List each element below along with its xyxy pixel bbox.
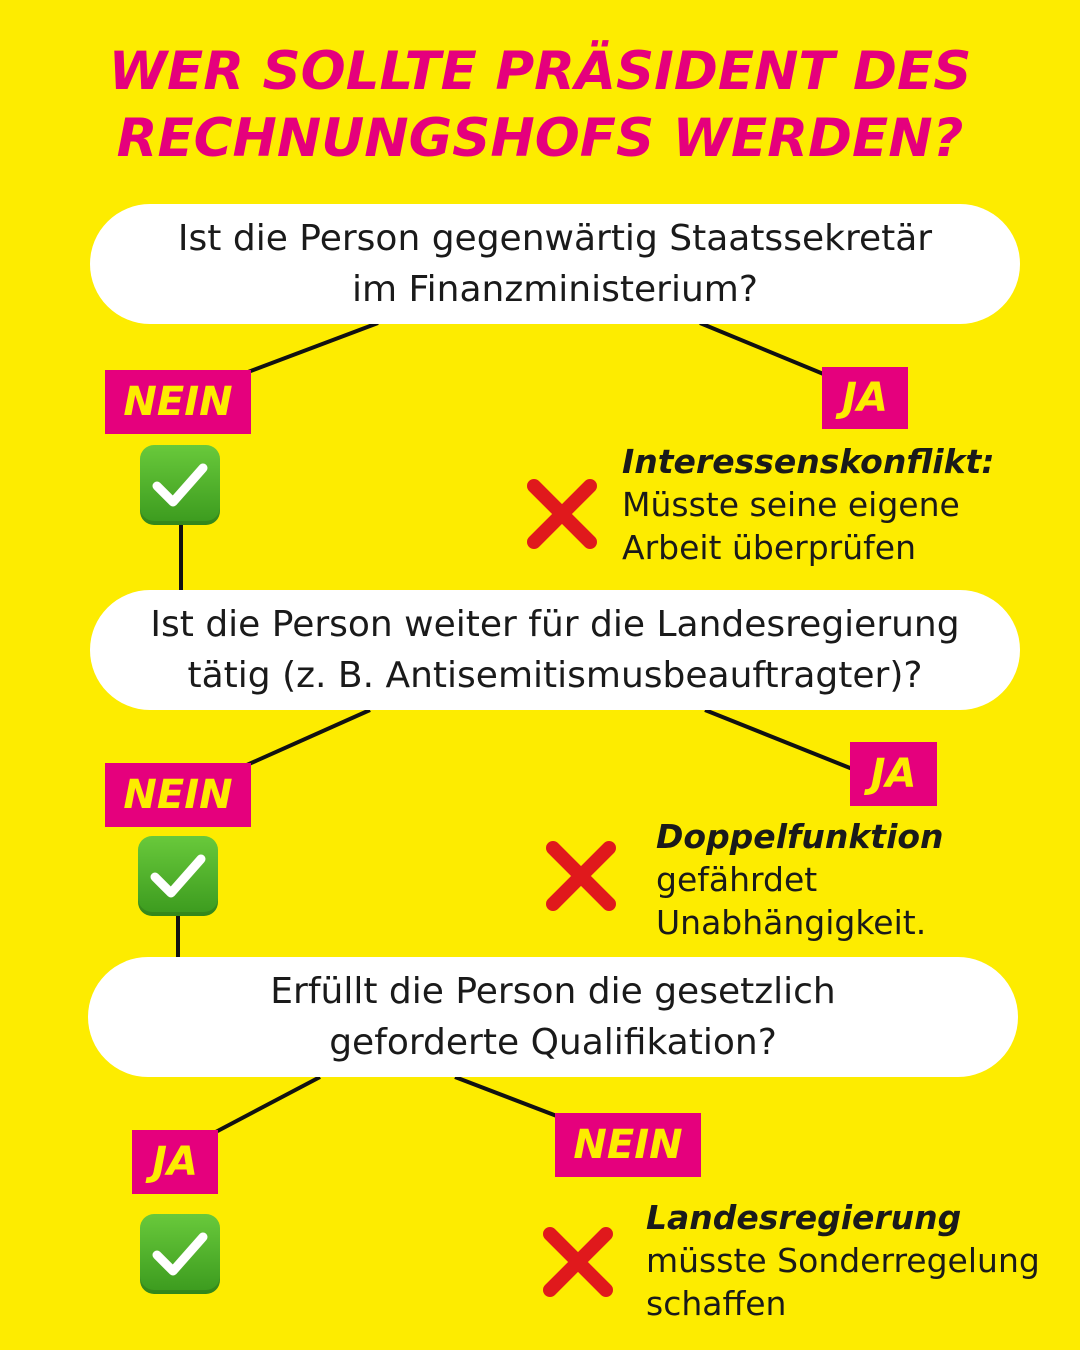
- reason-1-line-1: Müsste seine eigene: [622, 485, 960, 524]
- red-cross-icon: [526, 478, 598, 550]
- question-box-3: [88, 957, 1018, 1077]
- reason-3-line-1: müsste Sonderregelung: [646, 1241, 1040, 1280]
- reason-2-heading: Doppelfunktion: [656, 817, 944, 856]
- green-check-icon: [140, 445, 220, 525]
- reason-1-line-2: Arbeit überprüfen: [622, 528, 916, 567]
- question-1-line-1: Ist die Person gegenwärtig Staatssekretär: [177, 218, 933, 259]
- question-1-line-2: im Finanzministerium?: [352, 269, 758, 310]
- reason-3-line-2: schaffen: [646, 1284, 787, 1323]
- question-2-line-2: tätig (z. B. Antisemitismusbeauftragter)?: [187, 655, 923, 696]
- question-box-2: [90, 590, 1020, 710]
- connector-q3-ok: [210, 1077, 320, 1135]
- answer-tag-q2-fail: JA: [850, 742, 937, 806]
- answer-tag-q1-ok: NEIN: [105, 370, 251, 434]
- answer-tag-q3-fail: NEIN: [555, 1113, 701, 1177]
- answer-tag-q3-ok: JA: [132, 1130, 218, 1194]
- connector-q1-fail: [700, 323, 838, 380]
- reason-text-3: [646, 1196, 1040, 1325]
- question-3-line-2: geforderte Qualifikation?: [329, 1022, 777, 1063]
- page-title-line-1: WER SOLLTE PRÄSIDENT DES: [108, 41, 972, 102]
- green-check-icon: [138, 836, 218, 916]
- question-3-line-1: Erfüllt die Person die gesetzlich: [270, 971, 836, 1012]
- reason-text-2: [656, 815, 944, 944]
- answer-tag-q1-fail: JA: [822, 367, 908, 429]
- connector-q1-ok: [240, 323, 378, 375]
- page-title: [0, 38, 1080, 172]
- connector-q3-fail: [455, 1077, 562, 1118]
- reason-text-1: [622, 440, 995, 569]
- question-box-1: [90, 204, 1020, 324]
- reason-3-heading: Landesregierung: [646, 1198, 962, 1237]
- answer-tag-q2-ok: NEIN: [105, 763, 251, 827]
- connector-q2-fail: [705, 710, 855, 770]
- reason-2-line-1: gefährdet: [656, 860, 818, 899]
- page-title-line-2: RECHNUNGSHOFS WERDEN?: [116, 108, 964, 169]
- question-2-line-1: Ist die Person weiter für die Landesregierung: [150, 604, 960, 645]
- red-cross-icon: [545, 840, 617, 912]
- red-cross-icon: [542, 1226, 614, 1298]
- reason-2-line-2: Unabhängigkeit.: [656, 903, 927, 942]
- reason-1-heading: Interessenskonflikt:: [622, 442, 995, 481]
- connector-q2-ok: [240, 710, 370, 768]
- green-check-icon: [140, 1214, 220, 1294]
